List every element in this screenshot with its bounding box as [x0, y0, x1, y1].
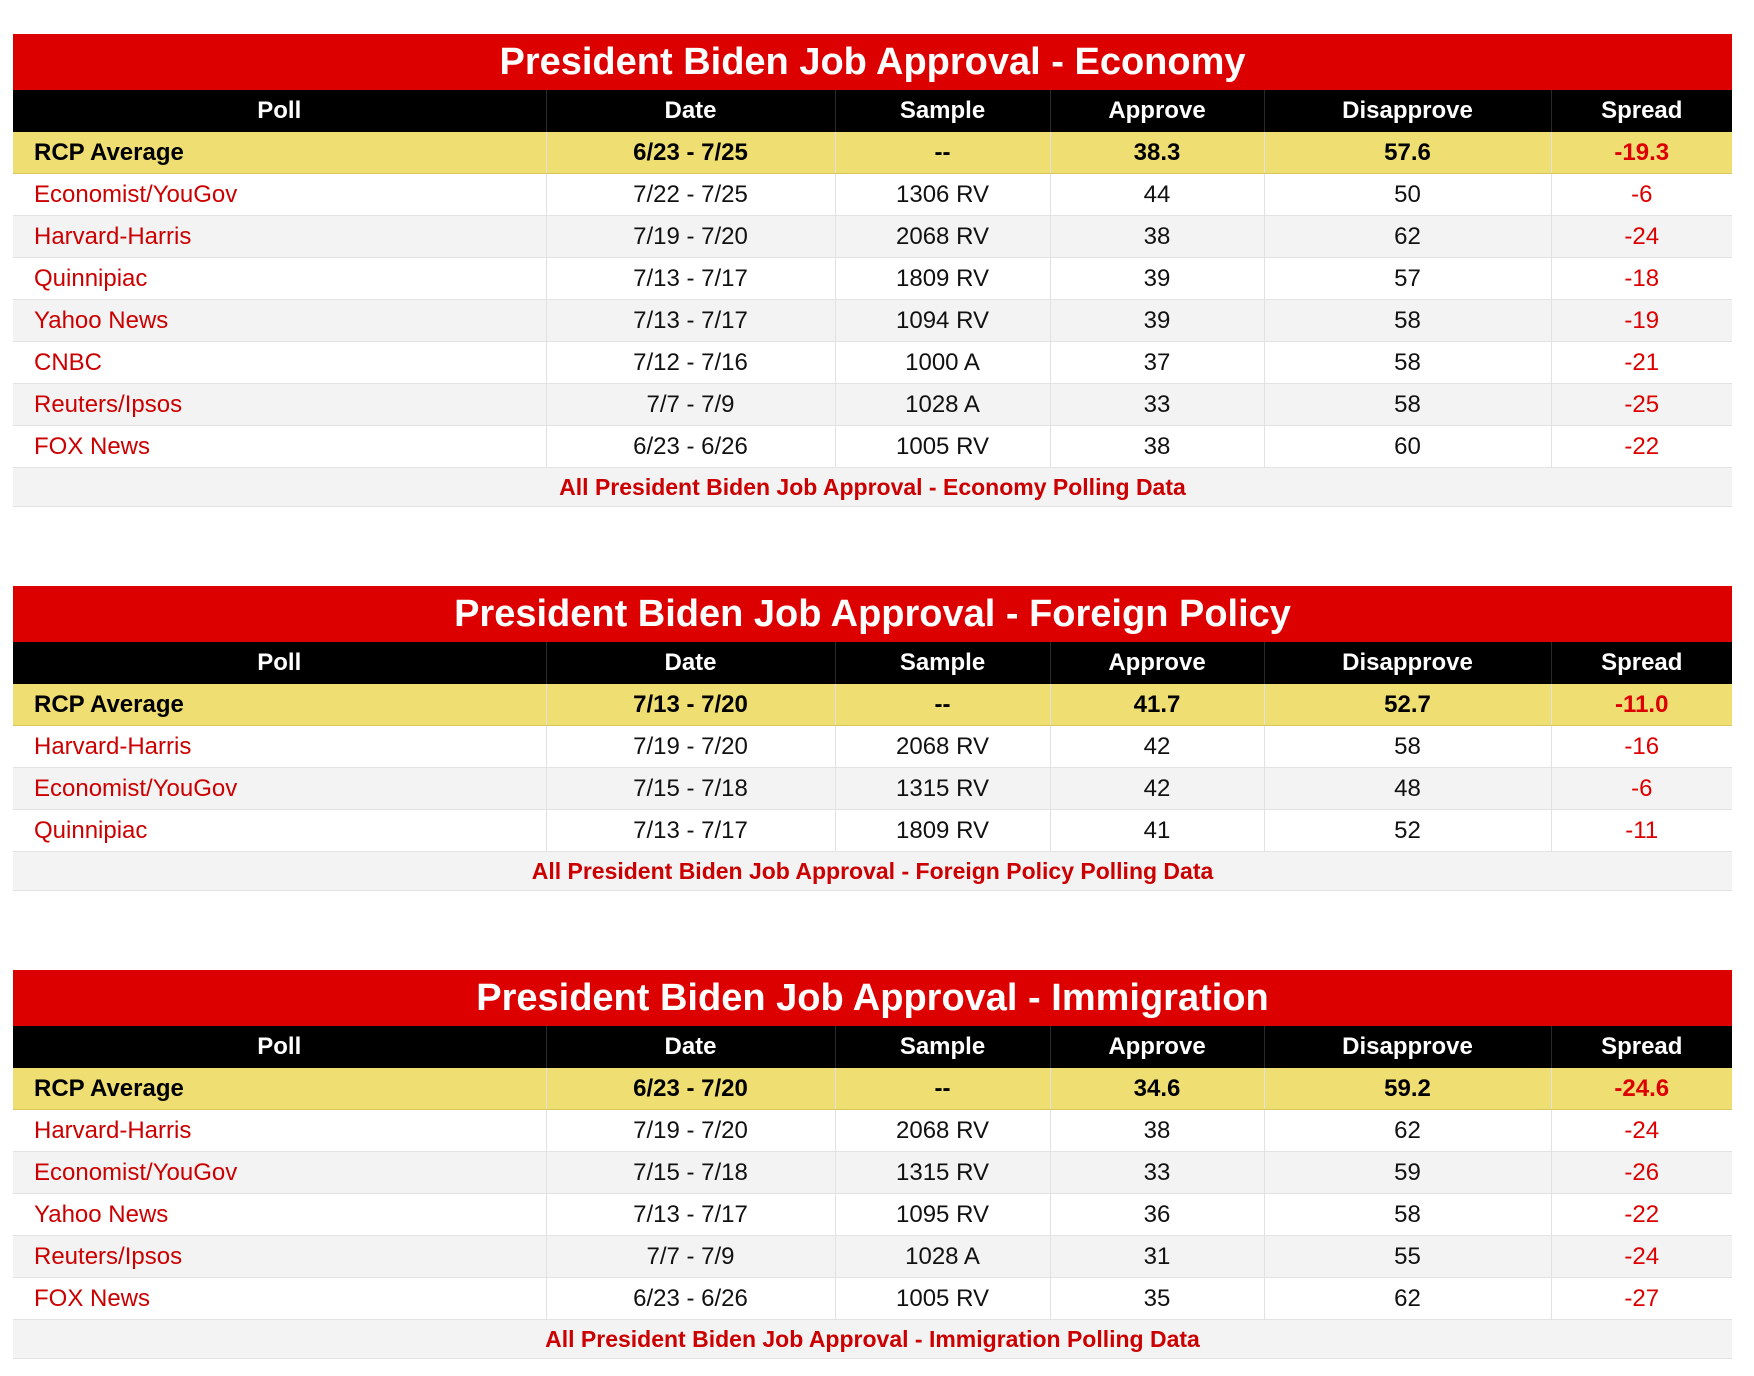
- spread-value: -24: [1551, 1110, 1732, 1152]
- approve-value: 39: [1050, 300, 1264, 342]
- poll-name: RCP Average: [13, 1068, 546, 1110]
- poll-sample: 2068 RV: [835, 726, 1050, 768]
- poll-date: 7/13 - 7/20: [546, 684, 835, 726]
- poll-date: 7/13 - 7/17: [546, 1194, 835, 1236]
- poll-sample: --: [835, 684, 1050, 726]
- poll-name: RCP Average: [13, 132, 546, 174]
- poll-sample: 1809 RV: [835, 810, 1050, 852]
- table-row: [13, 1278, 1732, 1320]
- poll-date: 7/7 - 7/9: [546, 1236, 835, 1278]
- column-header-sample[interactable]: Sample: [835, 90, 1050, 132]
- disapprove-value: 57: [1264, 258, 1551, 300]
- spread-value: -6: [1551, 174, 1732, 216]
- table-row: [13, 726, 1732, 768]
- pollster-link[interactable]: Harvard-Harris: [13, 1110, 546, 1152]
- disapprove-value: 59.2: [1264, 1068, 1551, 1110]
- disapprove-value: 58: [1264, 342, 1551, 384]
- approve-value: 41: [1050, 810, 1264, 852]
- immigration-approval-table: [13, 970, 1732, 1359]
- pollster-link[interactable]: Quinnipiac: [13, 810, 546, 852]
- header-row: [13, 90, 1732, 132]
- spread-value: -19: [1551, 300, 1732, 342]
- approve-value: 41.7: [1050, 684, 1264, 726]
- poll-date: 7/12 - 7/16: [546, 342, 835, 384]
- column-header-date[interactable]: Date: [546, 642, 835, 684]
- pollster-link[interactable]: Economist/YouGov: [13, 768, 546, 810]
- approve-value: 42: [1050, 768, 1264, 810]
- pollster-link[interactable]: Reuters/Ipsos: [13, 384, 546, 426]
- rcp-average-row: [13, 684, 1732, 726]
- approve-value: 38: [1050, 1110, 1264, 1152]
- table-row: [13, 174, 1732, 216]
- poll-date: 6/23 - 7/20: [546, 1068, 835, 1110]
- spread-value: -27: [1551, 1278, 1732, 1320]
- approve-value: 33: [1050, 384, 1264, 426]
- approve-value: 34.6: [1050, 1068, 1264, 1110]
- table-title: President Biden Job Approval - Immigration: [13, 970, 1732, 1026]
- spread-value: -24: [1551, 216, 1732, 258]
- pollster-link[interactable]: Harvard-Harris: [13, 216, 546, 258]
- disapprove-value: 50: [1264, 174, 1551, 216]
- rcp-average-row: [13, 132, 1732, 174]
- disapprove-value: 58: [1264, 384, 1551, 426]
- table-row: [13, 1152, 1732, 1194]
- all-polling-data-link[interactable]: All President Biden Job Approval - Foreign Policy Polling Data: [13, 852, 1732, 891]
- poll-grid: [13, 90, 1732, 507]
- table-row: [13, 810, 1732, 852]
- approve-value: 33: [1050, 1152, 1264, 1194]
- poll-sample: 1095 RV: [835, 1194, 1050, 1236]
- poll-date: 7/19 - 7/20: [546, 216, 835, 258]
- disapprove-value: 58: [1264, 726, 1551, 768]
- poll-sample: 1315 RV: [835, 1152, 1050, 1194]
- footer-row: [13, 468, 1732, 507]
- poll-sample: 1005 RV: [835, 426, 1050, 468]
- spread-value: -6: [1551, 768, 1732, 810]
- approve-value: 31: [1050, 1236, 1264, 1278]
- table-row: [13, 1194, 1732, 1236]
- spread-value: -21: [1551, 342, 1732, 384]
- poll-sample: 1306 RV: [835, 174, 1050, 216]
- poll-sample: 1028 A: [835, 1236, 1050, 1278]
- table-row: [13, 342, 1732, 384]
- economy-approval-table: [13, 34, 1732, 507]
- column-header-disapprove[interactable]: Disapprove: [1264, 1026, 1551, 1068]
- column-header-disapprove[interactable]: Disapprove: [1264, 642, 1551, 684]
- approve-value: 36: [1050, 1194, 1264, 1236]
- column-header-sample[interactable]: Sample: [835, 642, 1050, 684]
- poll-sample: 1028 A: [835, 384, 1050, 426]
- approve-value: 39: [1050, 258, 1264, 300]
- poll-date: 7/22 - 7/25: [546, 174, 835, 216]
- disapprove-value: 52.7: [1264, 684, 1551, 726]
- poll-grid: [13, 642, 1732, 891]
- spread-value: -26: [1551, 1152, 1732, 1194]
- pollster-link[interactable]: FOX News: [13, 1278, 546, 1320]
- spread-value: -11: [1551, 810, 1732, 852]
- column-header-date[interactable]: Date: [546, 1026, 835, 1068]
- poll-sample: --: [835, 1068, 1050, 1110]
- poll-name: RCP Average: [13, 684, 546, 726]
- table-row: [13, 300, 1732, 342]
- poll-sample: 2068 RV: [835, 1110, 1050, 1152]
- poll-date: 7/15 - 7/18: [546, 1152, 835, 1194]
- disapprove-value: 60: [1264, 426, 1551, 468]
- poll-sample: 1809 RV: [835, 258, 1050, 300]
- table-row: [13, 384, 1732, 426]
- pollster-link[interactable]: Harvard-Harris: [13, 726, 546, 768]
- all-polling-data-link[interactable]: All President Biden Job Approval - Immigration Polling Data: [13, 1320, 1732, 1359]
- pollster-link[interactable]: Yahoo News: [13, 1194, 546, 1236]
- table-title: President Biden Job Approval - Economy: [13, 34, 1732, 90]
- table-row: [13, 426, 1732, 468]
- spread-value: -25: [1551, 384, 1732, 426]
- foreign-policy-approval-table: [13, 586, 1732, 891]
- approve-value: 38.3: [1050, 132, 1264, 174]
- all-polling-data-link[interactable]: All President Biden Job Approval - Economy Polling Data: [13, 468, 1732, 507]
- table-row: [13, 258, 1732, 300]
- spread-value: -22: [1551, 1194, 1732, 1236]
- poll-date: 7/13 - 7/17: [546, 300, 835, 342]
- poll-date: 6/23 - 6/26: [546, 426, 835, 468]
- poll-date: 7/7 - 7/9: [546, 384, 835, 426]
- disapprove-value: 52: [1264, 810, 1551, 852]
- disapprove-value: 62: [1264, 1110, 1551, 1152]
- column-header-poll[interactable]: Poll: [13, 1026, 546, 1068]
- spread-value: -16: [1551, 726, 1732, 768]
- column-header-disapprove[interactable]: Disapprove: [1264, 90, 1551, 132]
- disapprove-value: 48: [1264, 768, 1551, 810]
- spread-value: -24: [1551, 1236, 1732, 1278]
- column-header-spread[interactable]: Spread: [1551, 1026, 1732, 1068]
- column-header-spread[interactable]: Spread: [1551, 642, 1732, 684]
- disapprove-value: 59: [1264, 1152, 1551, 1194]
- disapprove-value: 62: [1264, 216, 1551, 258]
- table-row: [13, 1110, 1732, 1152]
- poll-sample: 1000 A: [835, 342, 1050, 384]
- approve-value: 44: [1050, 174, 1264, 216]
- poll-date: 7/13 - 7/17: [546, 810, 835, 852]
- header-row: [13, 642, 1732, 684]
- disapprove-value: 58: [1264, 1194, 1551, 1236]
- table-row: [13, 768, 1732, 810]
- poll-sample: 2068 RV: [835, 216, 1050, 258]
- poll-date: 7/19 - 7/20: [546, 1110, 835, 1152]
- pollster-link[interactable]: Quinnipiac: [13, 258, 546, 300]
- column-header-date[interactable]: Date: [546, 90, 835, 132]
- column-header-poll[interactable]: Poll: [13, 90, 546, 132]
- footer-row: [13, 1320, 1732, 1359]
- pollster-link[interactable]: Reuters/Ipsos: [13, 1236, 546, 1278]
- approve-value: 37: [1050, 342, 1264, 384]
- pollster-link[interactable]: Economist/YouGov: [13, 1152, 546, 1194]
- poll-sample: 1005 RV: [835, 1278, 1050, 1320]
- spread-value: -24.6: [1551, 1068, 1732, 1110]
- poll-date: 7/15 - 7/18: [546, 768, 835, 810]
- poll-sample: --: [835, 132, 1050, 174]
- pollster-link[interactable]: FOX News: [13, 426, 546, 468]
- disapprove-value: 62: [1264, 1278, 1551, 1320]
- pollster-link[interactable]: Yahoo News: [13, 300, 546, 342]
- poll-sample: 1315 RV: [835, 768, 1050, 810]
- spread-value: -11.0: [1551, 684, 1732, 726]
- poll-date: 6/23 - 6/26: [546, 1278, 835, 1320]
- poll-date: 7/19 - 7/20: [546, 726, 835, 768]
- column-header-approve[interactable]: Approve: [1050, 90, 1264, 132]
- pollster-link[interactable]: Economist/YouGov: [13, 174, 546, 216]
- disapprove-value: 57.6: [1264, 132, 1551, 174]
- spread-value: -18: [1551, 258, 1732, 300]
- column-header-approve[interactable]: Approve: [1050, 642, 1264, 684]
- header-row: [13, 1026, 1732, 1068]
- approve-value: 42: [1050, 726, 1264, 768]
- rcp-average-row: [13, 1068, 1732, 1110]
- approve-value: 38: [1050, 216, 1264, 258]
- spread-value: -22: [1551, 426, 1732, 468]
- poll-date: 6/23 - 7/25: [546, 132, 835, 174]
- table-row: [13, 216, 1732, 258]
- approve-value: 35: [1050, 1278, 1264, 1320]
- spread-value: -19.3: [1551, 132, 1732, 174]
- disapprove-value: 58: [1264, 300, 1551, 342]
- poll-grid: [13, 1026, 1732, 1359]
- poll-sample: 1094 RV: [835, 300, 1050, 342]
- column-header-approve[interactable]: Approve: [1050, 1026, 1264, 1068]
- footer-row: [13, 852, 1732, 891]
- pollster-link[interactable]: CNBC: [13, 342, 546, 384]
- column-header-poll[interactable]: Poll: [13, 642, 546, 684]
- table-row: [13, 1236, 1732, 1278]
- approve-value: 38: [1050, 426, 1264, 468]
- disapprove-value: 55: [1264, 1236, 1551, 1278]
- table-title: President Biden Job Approval - Foreign Policy: [13, 586, 1732, 642]
- column-header-sample[interactable]: Sample: [835, 1026, 1050, 1068]
- column-header-spread[interactable]: Spread: [1551, 90, 1732, 132]
- poll-date: 7/13 - 7/17: [546, 258, 835, 300]
